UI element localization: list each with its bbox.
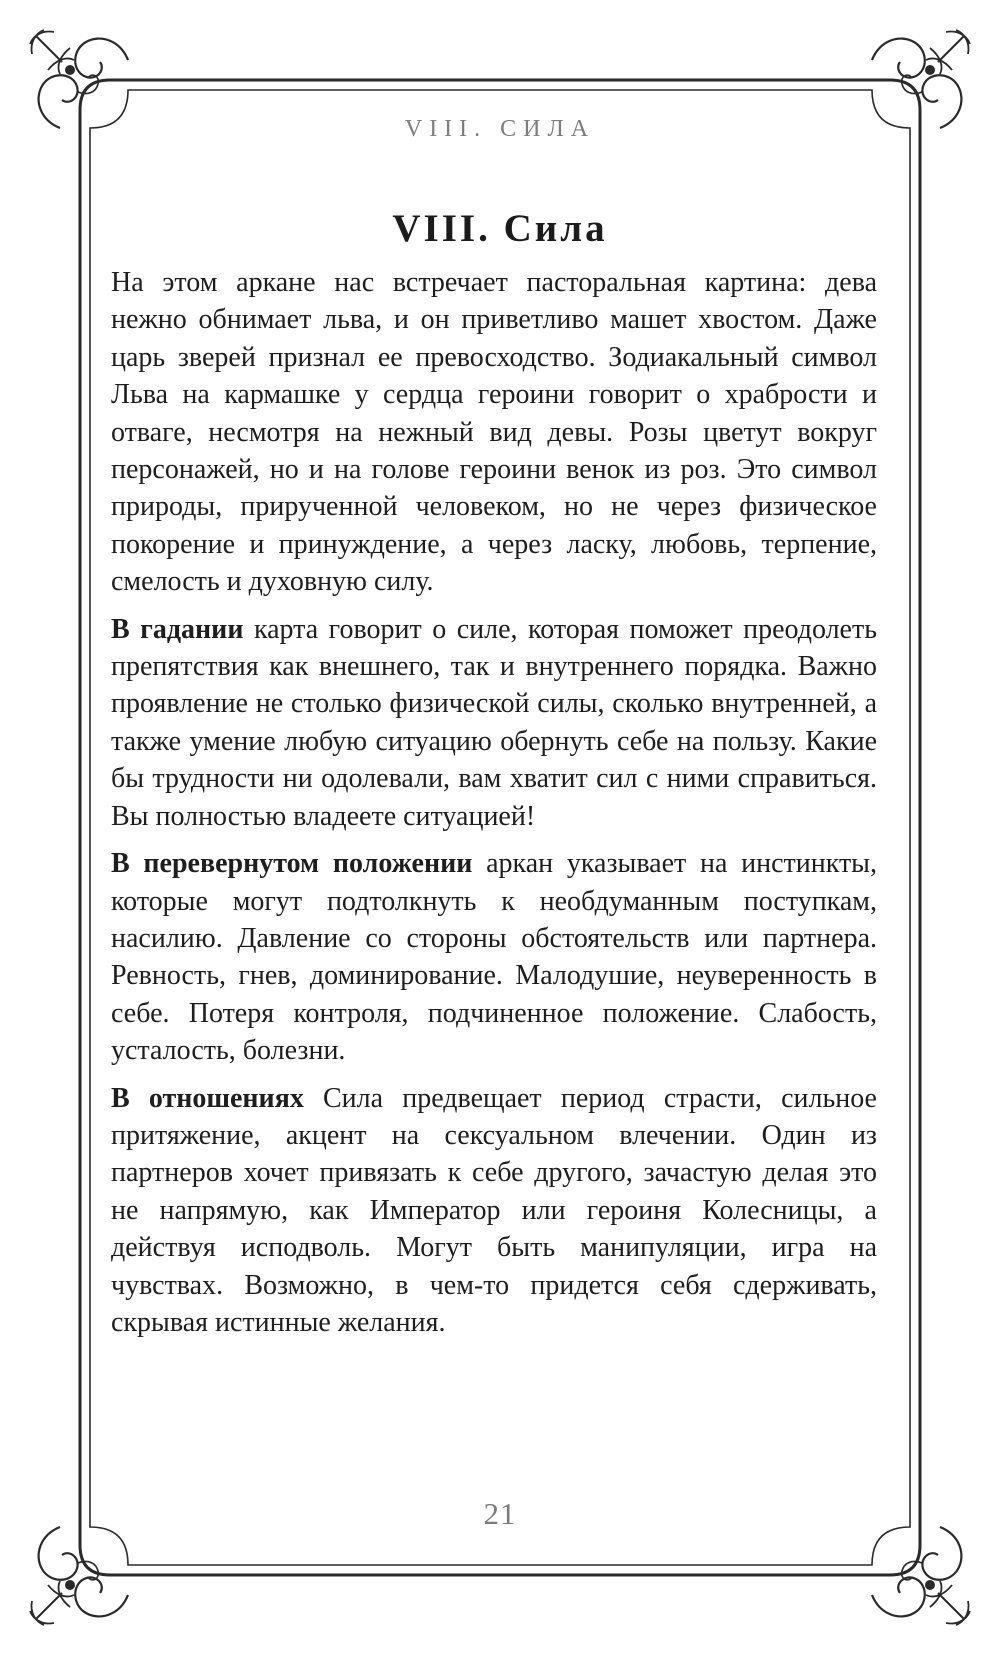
running-head: VIII. СИЛА [404, 116, 596, 142]
paragraph-text: На этом аркане нас встречает пасторальная картина: дева нежно обнимает льва, и он приветливо машет хвостом. Даже царь зверей признал ее превосходство. Зодиакальный символ Льва на кармашке у сердца героини говорит о храбрости и отваге, несмотря на нежный вид девы. Розы цветут вокруг персонажей, но и на голове героини венок из роз. Это символ природы, прирученной человеком, но не через физическое покорение и принуждение, а через ласку, любовь, терпение, смелость и духовную силу. [111, 267, 877, 598]
paragraph-lead: В перевернутом положении [111, 848, 473, 880]
paragraph-text: Сила предвещает период страсти, сильное притяжение, акцент на сексуальном влечении. Один из партнеров хочет привязать к себе другого, зачастую делая это не напрямую, как Император или героиня Колесницы, а действуя исподволь. Могут быть манипуляции, игра на чувствах. Возможно, в чем-то придется себя сдерживать, скрывая истинные желания. [111, 1082, 877, 1338]
body-text [111, 264, 877, 1351]
paragraph-lead: В отношениях [111, 1082, 304, 1114]
page-number: 21 [483, 1496, 517, 1531]
paragraph-divination [111, 611, 877, 835]
paragraph-reversed [111, 845, 877, 1069]
paragraph-text: карта говорит о силе, которая поможет преодолеть препятствия как внешнего, так и внутреннего порядка. Важно проявление не столько физической силы, сколько внутренней, а также умение любую ситуацию обернуть себе на пользу. Какие бы трудности ни одолевали, вам хватит сил с ними справиться. Вы полностью владеете ситуацией! [111, 613, 877, 832]
paragraph-text: аркан указывает на инстинкты, которые могут подтолкнуть к необдуманным поступкам, насилию. Давление со стороны обстоятельств или партнера. Ревность, гнев, доминирование. Малодушие, неуверенность в себе. Потеря контроля, подчиненное положение. Слабость, усталость, болезни. [111, 848, 877, 1067]
paragraph-lead: В гадании [111, 613, 244, 645]
paragraph-intro [111, 264, 877, 601]
paragraph-relationships [111, 1080, 877, 1342]
chapter-title: VIII. Сила [392, 207, 608, 250]
